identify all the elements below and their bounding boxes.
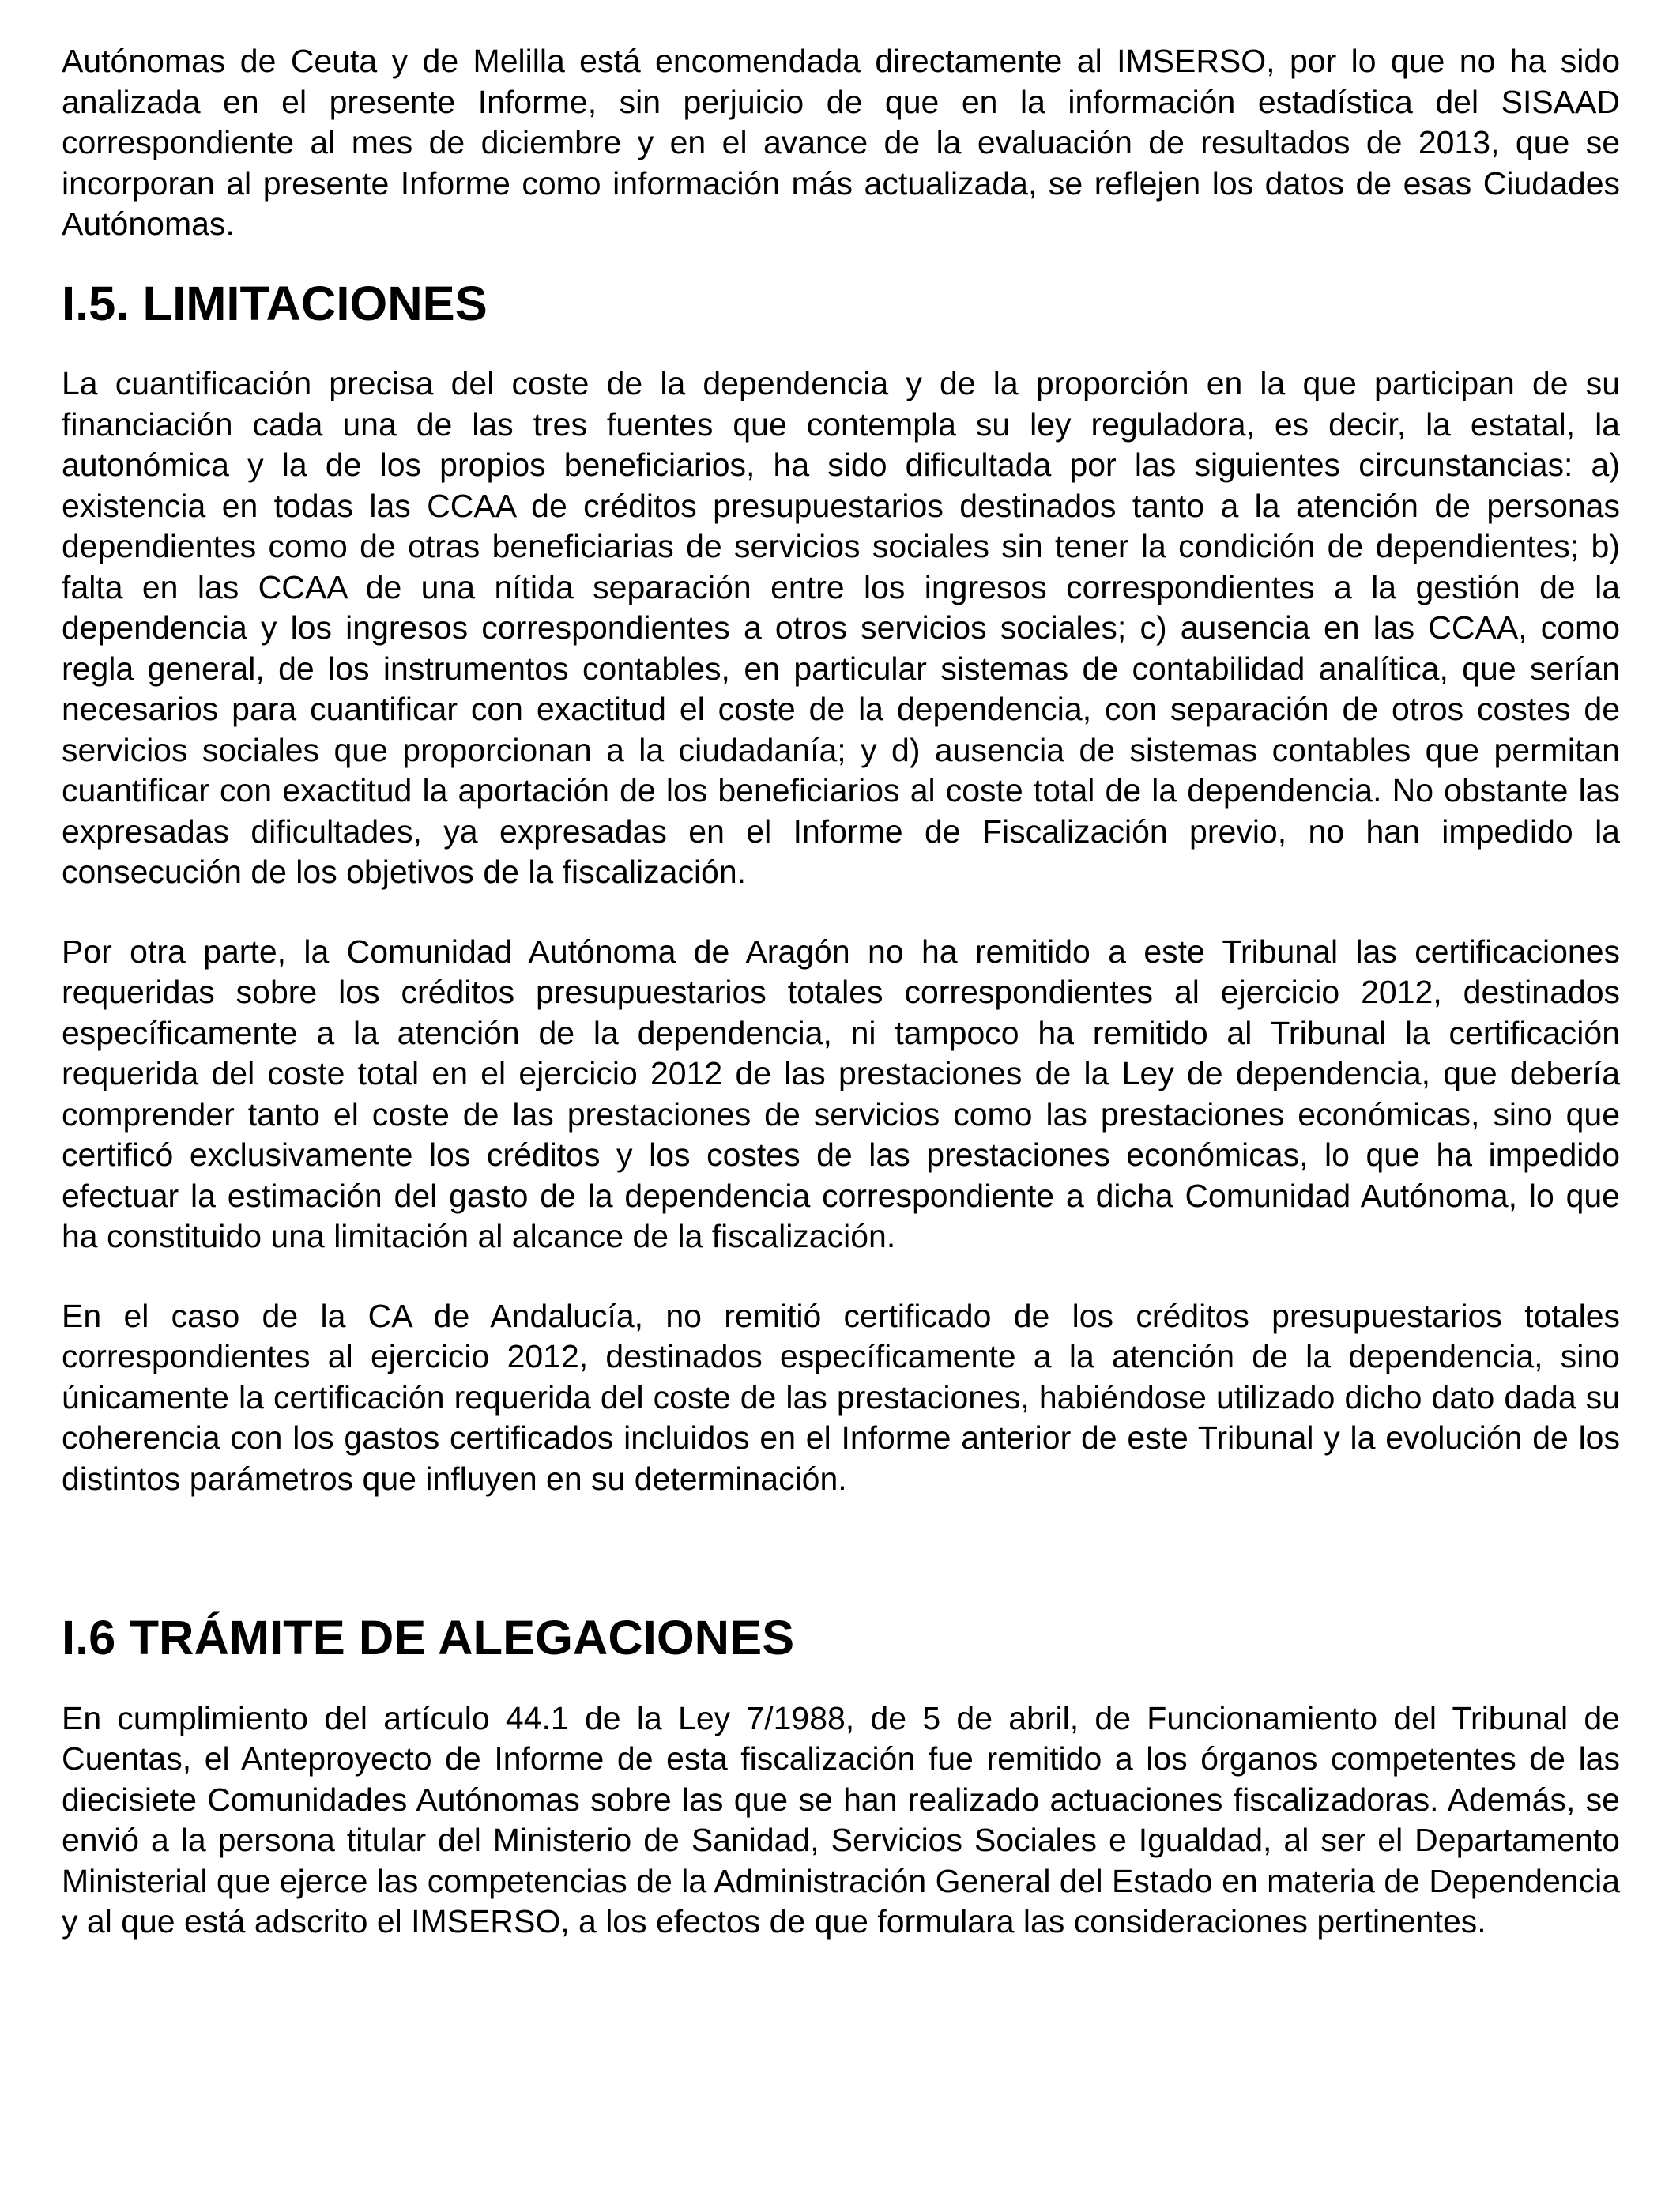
limitaciones-paragraph-2: Por otra parte, la Comunidad Autónoma de Aragón no ha remitido a este Tribunal las certificaciones requeridas sobre los créditos presupuestarios totales correspondientes al ejercicio 2012, destinados específicamente a la atención de la dependencia, ni tampoco ha remitido al Tribunal la certificación requerida del coste total en el ejercicio 2012 de las prestaciones de la Ley de dependencia, que debería comprender tanto el coste de las prestaciones de servicios como las prestaciones económicas, sino que certificó exclusivamente los créditos y los costes de las prestaciones económicas, lo que ha impedido efectuar la estimación del gasto de la dependencia correspondiente a dicha Comunidad Autónoma, lo que ha constituido una limitación al alcance de la fiscalización.	[62, 933, 1620, 1254]
section-heading-alegaciones: I.6 TRÁMITE DE ALEGACIONES	[62, 1611, 795, 1665]
limitaciones-paragraph-1: La cuantificación precisa del coste de la dependencia y de la proporción en la que participan de su financiación cada una de las tres fuentes que contempla su ley reguladora, es decir, la estatal, la autonómica y la de los propios beneficiarios, ha sido dificultada por las siguientes circunstancias: a) existencia en todas las CCAA de créditos presupuestarios destinados tanto a la atención de personas dependientes como de otras beneficiarias de servicios sociales sin tener la condición de dependientes; b) falta en las CCAA de una nítida separación entre los ingresos correspondientes a la gestión de la dependencia y los ingresos correspondientes a otros servicios sociales; c) ausencia en las CCAA, como regla general, de los instrumentos contables, en particular sistemas de contabilidad analítica, que serían necesarios para cuantificar con exactitud el coste de la dependencia, con separación de otros costes de servicios sociales que proporcionan a la ciudadanía; y d) ausencia de sistemas contables que permitan cuantificar con exactitud la aportación de los beneficiarios al coste total de la dependencia. No obstante las expresadas dificultades, ya expresadas en el Informe de Fiscalización previo, no han impedido la consecución de los objetivos de la fiscalización.	[62, 365, 1620, 890]
limitaciones-paragraph-3: En el caso de la CA de Andalucía, no remitió certificado de los créditos presupuestarios totales correspondientes al ejercicio 2012, destinados específicamente a la atención de la dependencia, sino únicamente la certificación requerida del coste de las prestaciones, habiéndose utilizado dicho dato dada su coherencia con los gastos certificados incluidos en el Informe anterior de este Tribunal y la evolución de los distintos parámetros que influyen en su determinación.	[62, 1297, 1620, 1497]
section-heading-limitaciones: I.5. LIMITACIONES	[62, 276, 488, 331]
intro-paragraph: Autónomas de Ceuta y de Melilla está encomendada directamente al IMSERSO, por lo que no ha sido analizada en el presente Informe, sin perjuicio de que en la información estadística del SISAAD correspondiente al mes de diciembre y en el avance de la evaluación de resultados de 2013, que se incorporan al presente Informe como información más actualizada, se reflejen los datos de esas Ciudades Autónomas.	[62, 43, 1620, 242]
alegaciones-paragraph: En cumplimiento del artículo 44.1 de la Ley 7/1988, de 5 de abril, de Funcionamiento del Tribunal de Cuentas, el Anteproyecto de Informe de esta fiscalización fue remitido a los órganos competentes de las diecisiete Comunidades Autónomas sobre las que se han realizado actuaciones fiscalizadoras. Además, se envió a la persona titular del Ministerio de Sanidad, Servicios Sociales e Igualdad, al ser el Departamento Ministerial que ejerce las competencias de la Administración General del Estado en materia de Dependencia y al que está adscrito el IMSERSO, a los efectos de que formulara las consideraciones pertinentes.	[62, 1699, 1620, 1940]
document-page	[62, 41, 1620, 1943]
